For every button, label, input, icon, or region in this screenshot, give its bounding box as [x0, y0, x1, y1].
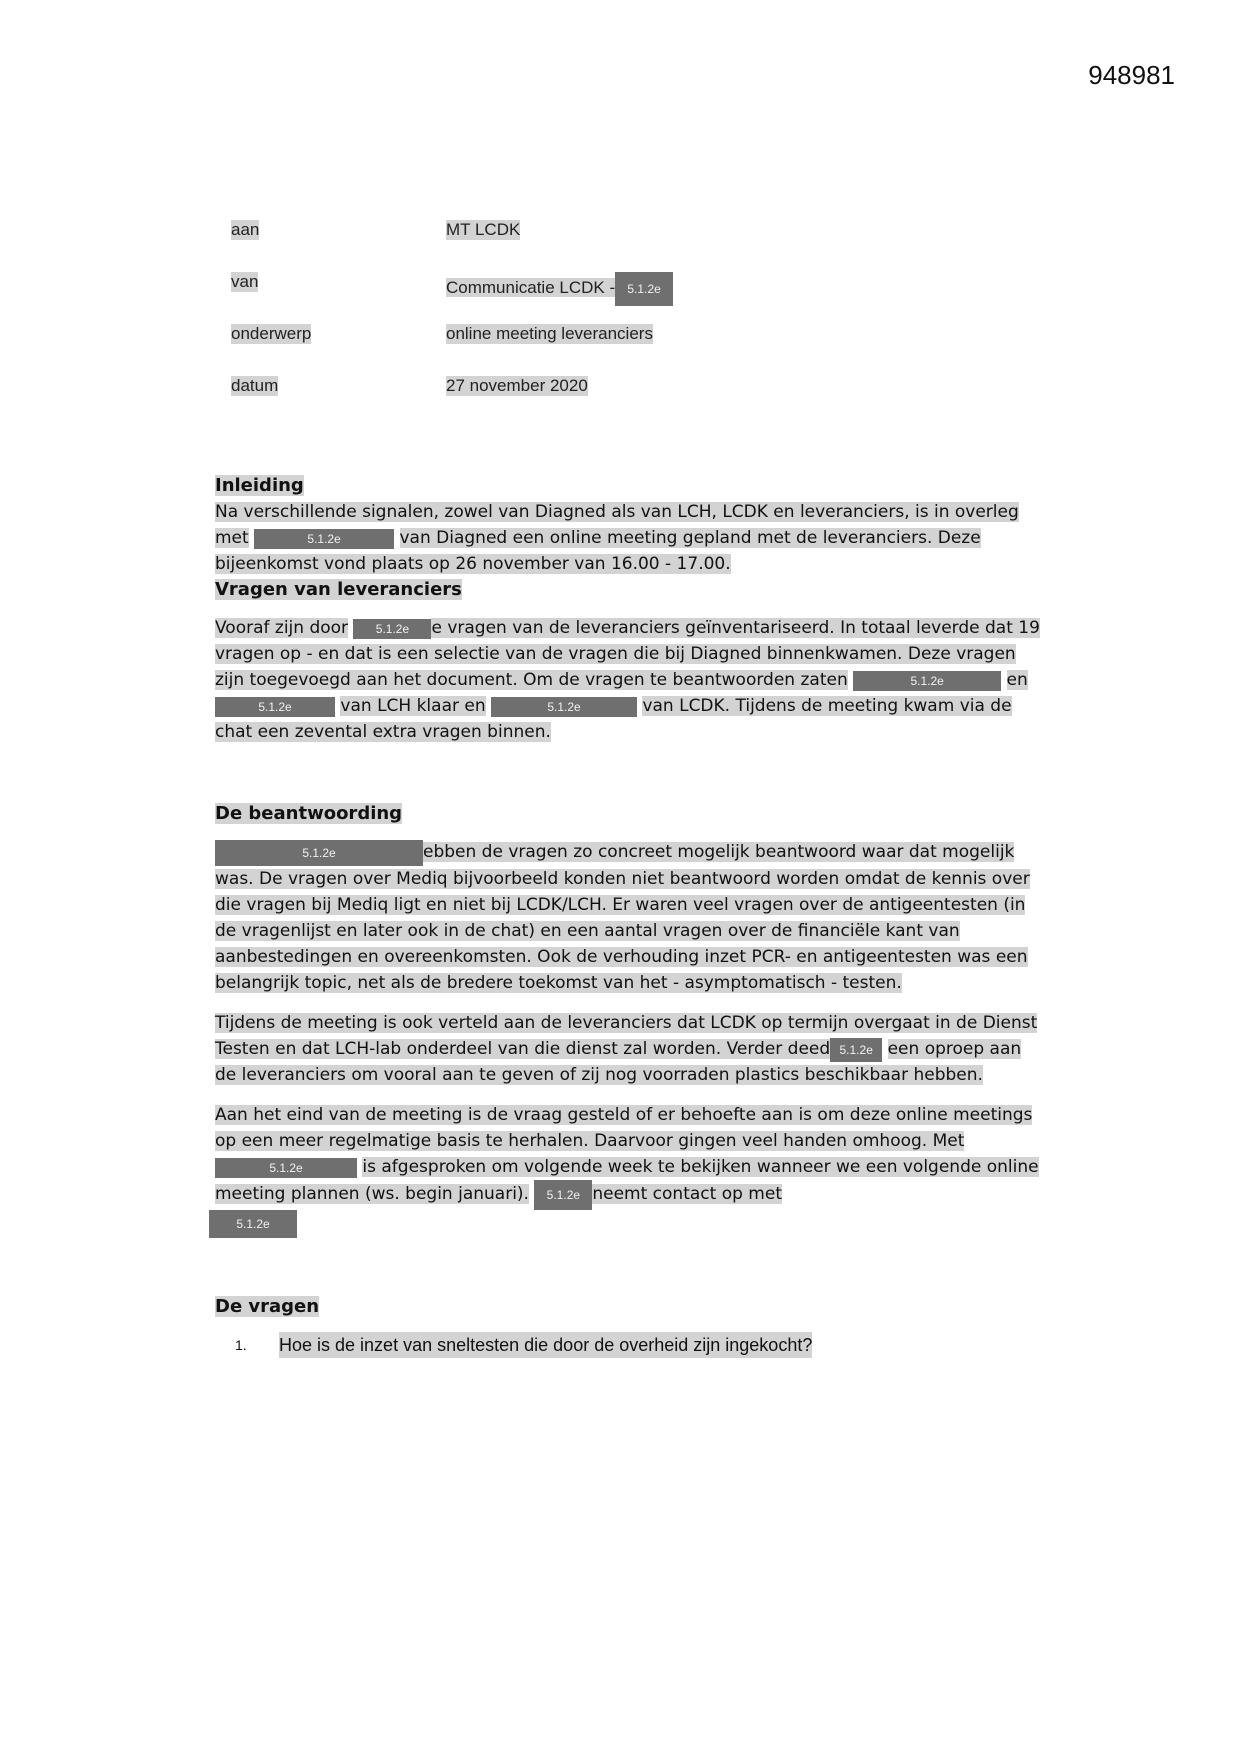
memo-header	[231, 220, 931, 428]
question-number: 1.	[235, 1337, 247, 1353]
memo-row-datum	[231, 376, 931, 428]
section-heading-de-vragen: De vragen	[215, 1296, 320, 1317]
memo-value: Communicatie LCDK -	[446, 278, 616, 298]
memo-body	[215, 473, 1045, 1362]
memo-label: onderwerp	[231, 324, 312, 343]
memo-row-aan	[231, 220, 931, 272]
redaction-box: 5.1.2e	[215, 1158, 357, 1178]
memo-row-onderwerp	[231, 324, 931, 376]
paragraph-beantwoording-2: Tijdens de meeting is ook verteld aan de leveranciers dat LCDK op termijn overgaat in de Dienst Testen en dat LCH-lab onderdeel van die dienst zal worden. Verder deed 5.1.2e een oproep aan de leveranciers om vooral aan te geven of zij nog voorraden plastics beschikbaar hebben.	[215, 1013, 1038, 1085]
memo-label: aan	[231, 220, 260, 239]
paragraph-beantwoording-1: 5.1.2e ebben de vragen zo concreet mogelijk beantwoord waar dat mogelijk was. De vragen over Mediq bijvoorbeeld konden niet beantwoord worden omdat de kennis over die vragen bij Mediq ligt en niet bij LCDK/LCH. Er waren veel vragen over de antigeentesten (in de vragenlijst en later ook in de chat) en een aantal vragen over de financiële kant van aanbestedingen en overeenkomsten. Ook de verhouding inzet PCR- en antigeentesten was een belangrijk topic, net als de bredere toekomst van het - asymptomatisch - testen.	[215, 842, 1030, 993]
memo-value: online meeting leveranciers	[446, 324, 653, 343]
document-number: 948981	[1088, 60, 1175, 90]
redaction-box: 5.1.2e	[215, 697, 335, 717]
redaction-box: 5.1.2e	[215, 840, 423, 866]
redaction-box: 5.1.2e	[491, 697, 637, 717]
section-heading-beantwoording: De beantwoording	[215, 803, 403, 824]
section-heading-inleiding: Inleiding	[215, 475, 304, 496]
paragraph-inleiding: Na verschillende signalen, zowel van Diagned als van LCH, LCDK en leveranciers, is in overleg met 5.1.2e van Diagned een online meeting gepland met de leveranciers. Deze bijeenkomst vond plaats op 26 november van 16.00 - 17.00.	[215, 502, 1019, 574]
redaction-box: 5.1.2e	[254, 529, 394, 549]
redaction-box: 5.1.2e	[853, 671, 1001, 691]
memo-value: 27 november 2020	[446, 376, 588, 395]
redaction-box: 5.1.2e	[830, 1038, 882, 1062]
question-text: Hoe is de inzet van sneltesten die door de overheid zijn ingekocht?	[279, 1332, 812, 1358]
redaction-box: 5.1.2e	[615, 272, 673, 306]
redaction-box: 5.1.2e	[209, 1210, 297, 1238]
memo-label: van	[231, 272, 259, 291]
memo-value: MT LCDK	[446, 220, 521, 239]
memo-label: datum	[231, 376, 279, 395]
redaction-box: 5.1.2e	[534, 1180, 592, 1210]
paragraph-beantwoording-3: Aan het eind van de meeting is de vraag gesteld of er behoefte aan is om deze online meetings op een meer regelmatige basis te herhalen. Daarvoor gingen veel handen omhoog. Met 5.1.2e is afgesproken om volgende week te bekijken wanneer we een volgende online meeting plannen (ws. begin januari). 5.1.2e neemt contact op met 5.1.2e	[215, 1102, 1045, 1238]
redaction-box: 5.1.2e	[353, 619, 431, 639]
memo-row-van	[231, 272, 931, 324]
question-list	[215, 1332, 1045, 1362]
section-heading-vragen-leveranciers: Vragen van leveranciers	[215, 579, 462, 600]
paragraph-vragen-leveranciers: Vooraf zijn door 5.1.2e e vragen van de leveranciers geïnventariseerd. In totaal leverde dat 19 vragen op - en dat is een selectie van de vragen die bij Diagned binnenkwamen. Deze vragen zijn toegevoegd aan het document. Om de vragen te beantwoorden zaten 5.1.2e en 5.1.2e van LCH klaar en 5.1.2e van LCDK. Tijdens de meeting kwam via de chat een zevental extra vragen binnen.	[215, 618, 1040, 742]
